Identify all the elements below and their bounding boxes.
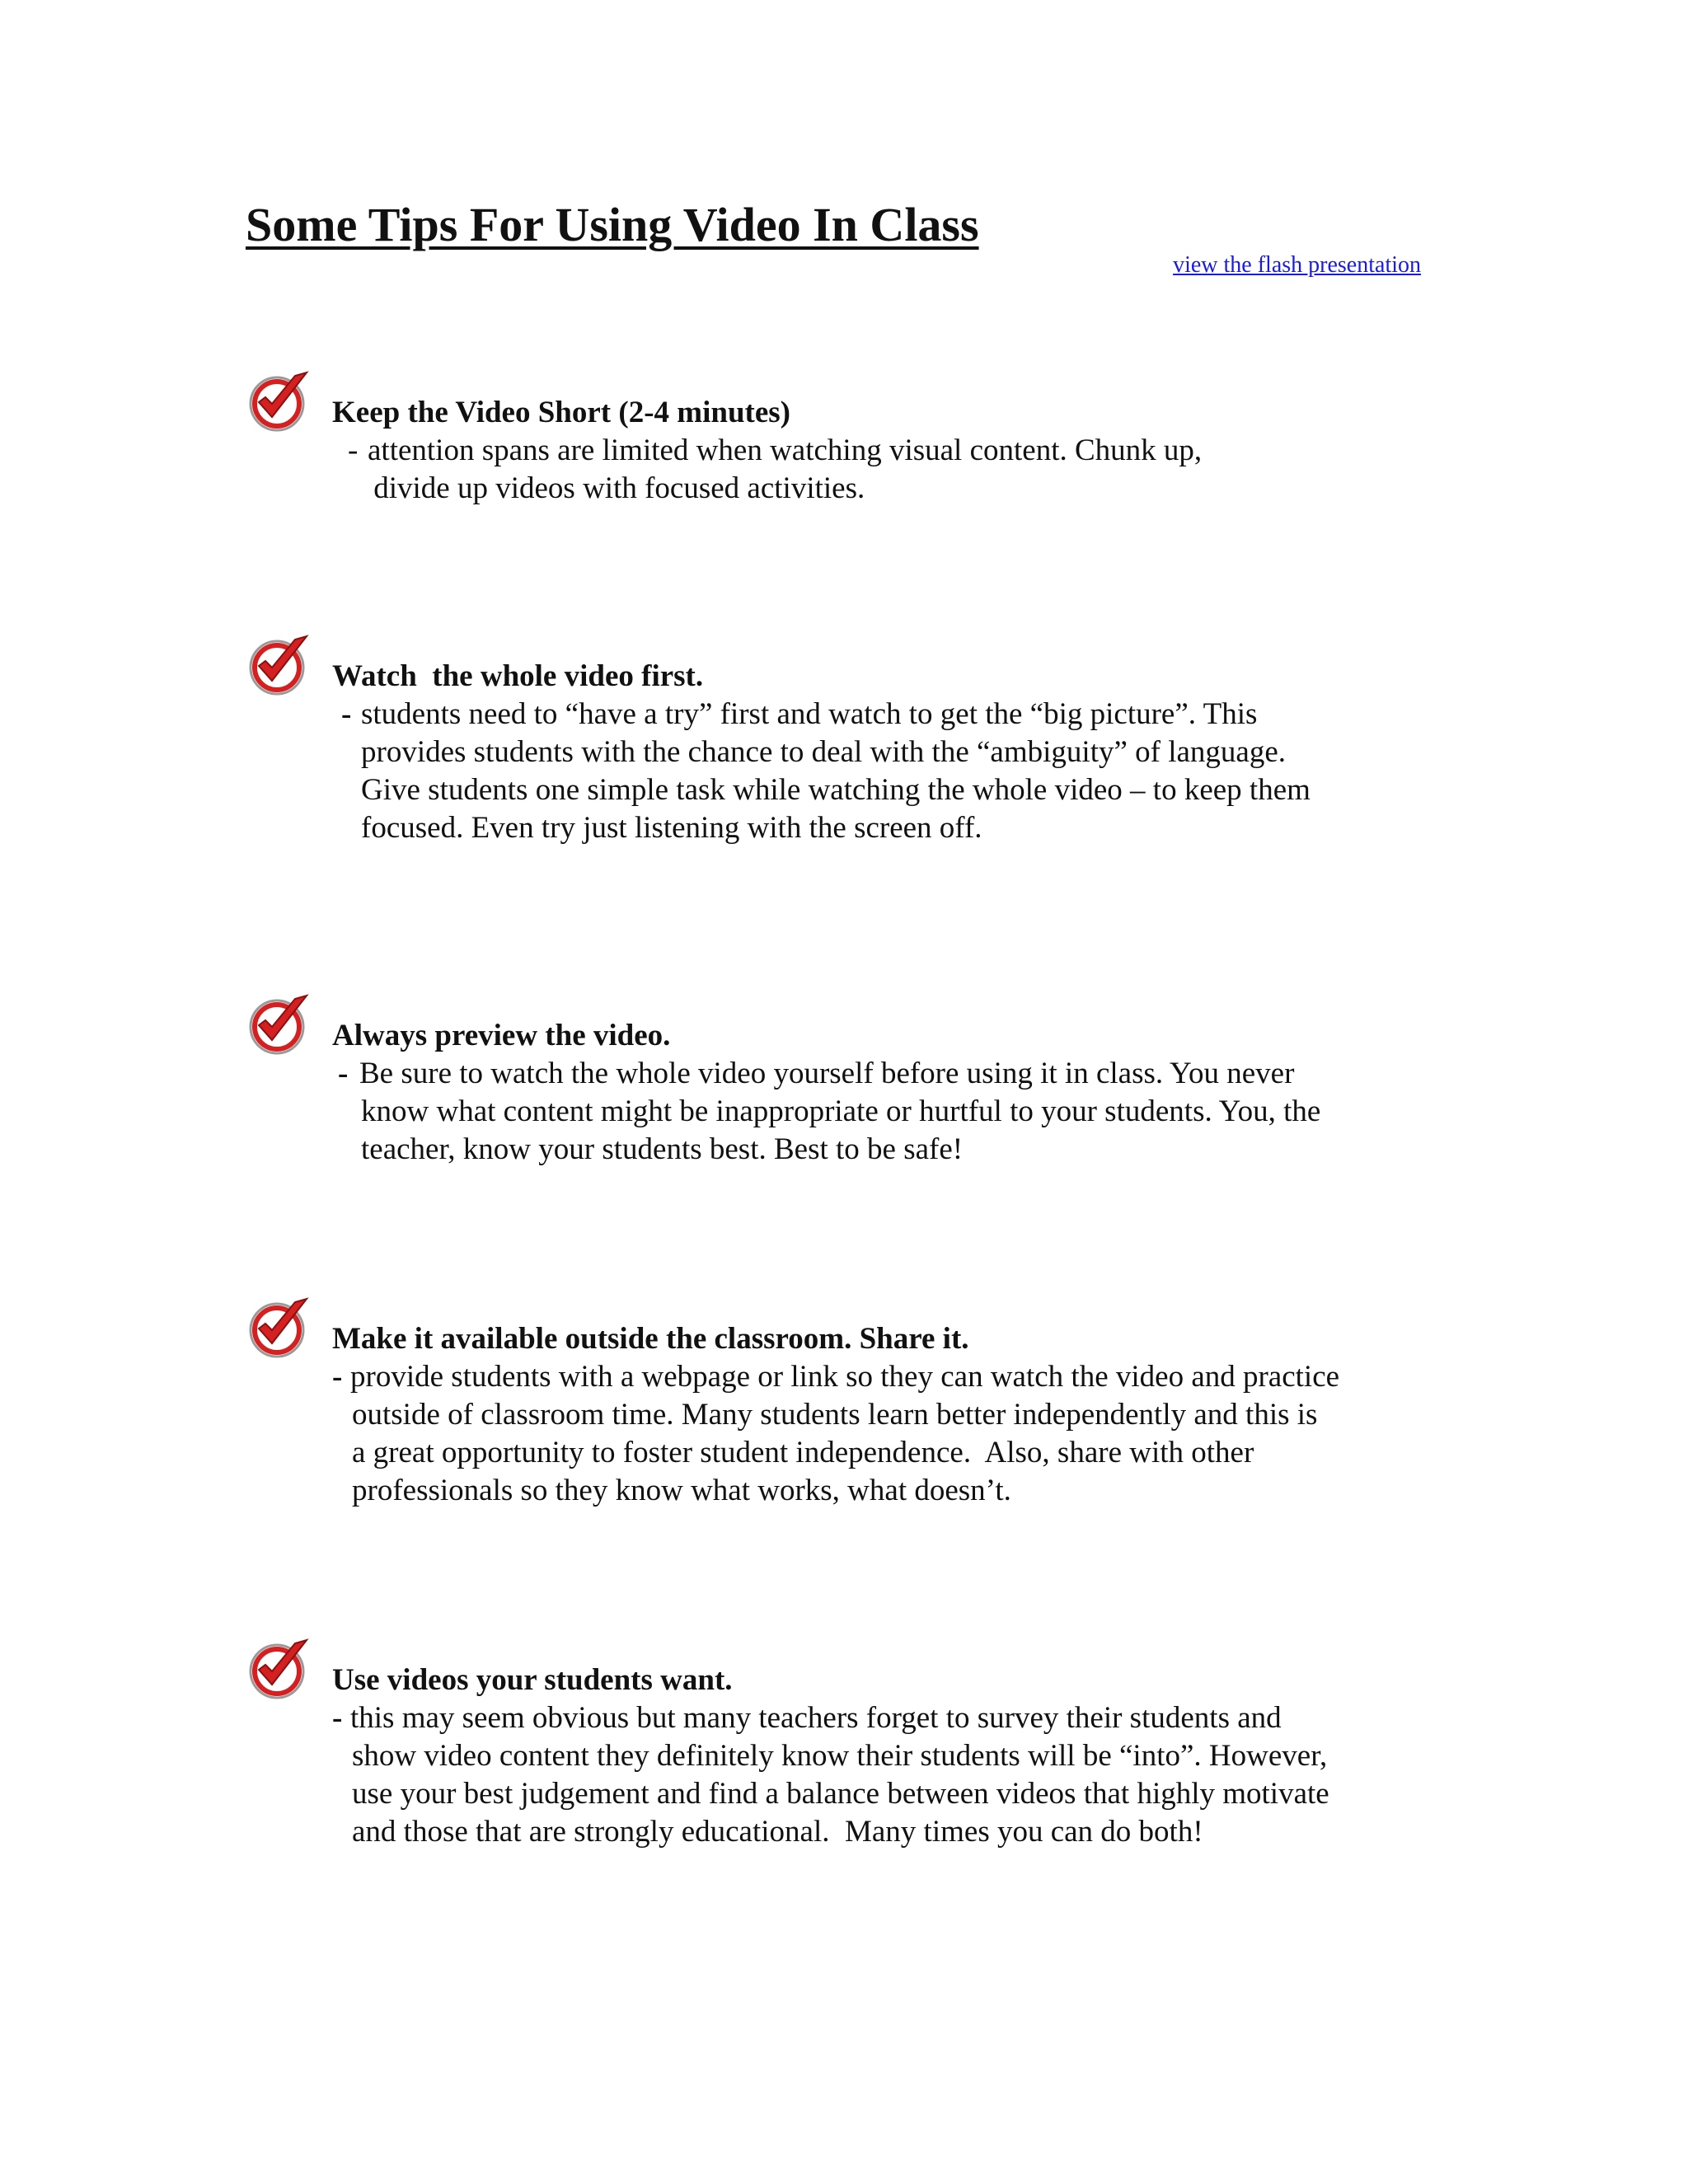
tip-dash: - (332, 1701, 343, 1735)
tip-description (332, 1699, 1329, 1851)
tip-line: provides students with the chance to deal with the “ambiguity” of language. (361, 735, 1287, 769)
tip-heading: Make it available outside the classroom. Share it. (332, 1322, 969, 1356)
tip-line: outside of classroom time. Many students learn better independently and this is (352, 1398, 1318, 1432)
tip-description (338, 1055, 1320, 1169)
tip-dash: - (332, 1360, 343, 1394)
tip-dash: - (338, 1057, 349, 1090)
tip-heading: Watch the whole video first. (332, 659, 704, 693)
tip-description (332, 1358, 1339, 1510)
checkmark-icon (246, 631, 313, 699)
tip-line: students need to “have a try” first and watch to get the “big picture”. This (361, 697, 1258, 731)
tip-line: professionals so they know what works, what doesn’t. (352, 1474, 1011, 1507)
checkmark-icon (246, 1294, 313, 1361)
tip-line: this may seem obvious but many teachers forget to survey their students and (350, 1701, 1282, 1735)
tip-description (341, 696, 1311, 847)
tip-line: teacher, know your students best. Best to be safe! (361, 1132, 964, 1166)
tip-line: show video content they definitely know their students will be “into”. However, (352, 1739, 1328, 1773)
page-title: Some Tips For Using Video In Class (246, 198, 979, 251)
checkmark-icon (246, 991, 313, 1058)
tip-line: provide students with a webpage or link so they can watch the video and practice (350, 1360, 1340, 1394)
tip-line: and those that are strongly educational. Many times you can do both! (352, 1815, 1203, 1849)
tip-line: a great opportunity to foster student independence. Also, share with other (352, 1436, 1254, 1469)
tip-line: use your best judgement and find a balance between videos that highly motivate (352, 1777, 1329, 1811)
tip-heading: Keep the Video Short (2-4 minutes) (332, 396, 790, 429)
checkmark-icon (246, 1635, 313, 1703)
tip-heading: Always preview the video. (332, 1019, 671, 1052)
tip-line: divide up videos with focused activities. (366, 471, 865, 505)
tip-line: Give students one simple task while watching the whole video – to keep them (361, 773, 1311, 807)
tip-dash: - (341, 697, 352, 731)
flash-presentation-link[interactable]: view the flash presentation (1173, 252, 1421, 278)
tip-line: attention spans are limited when watching visual content. Chunk up, (368, 434, 1203, 467)
tip-line: know what content might be inappropriate or hurtful to your students. You, the (361, 1094, 1321, 1128)
tip-description (348, 432, 1202, 508)
tip-dash: - (348, 434, 359, 467)
checkmark-icon (246, 368, 313, 435)
tip-line: Be sure to watch the whole video yourself before using it in class. You never (359, 1057, 1295, 1090)
tip-line: focused. Even try just listening with the screen off. (361, 811, 982, 845)
tip-heading: Use videos your students want. (332, 1663, 733, 1697)
